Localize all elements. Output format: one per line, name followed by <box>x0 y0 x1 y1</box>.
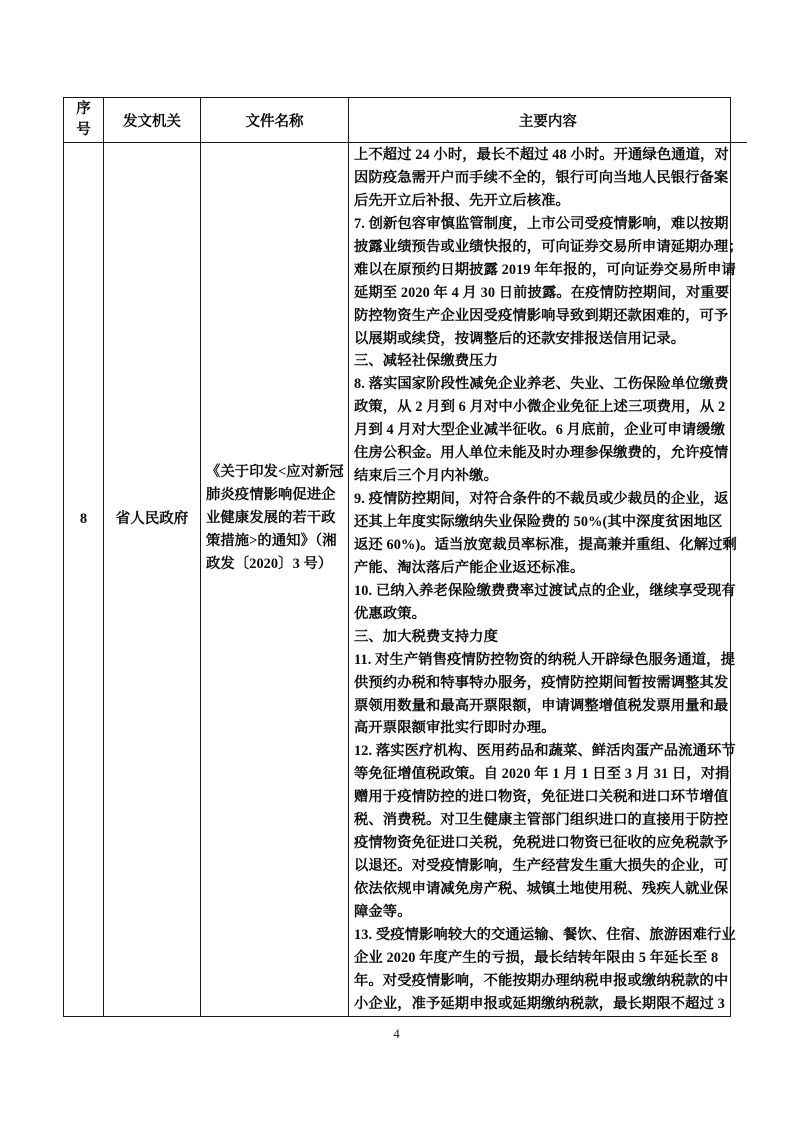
header-cell-title <box>201 98 349 143</box>
text-line: 《关于印发<应对新冠 <box>206 464 344 480</box>
text-line: 政策，从 2 月到 6 月对中小微企业免征上述三项费用，从 2 <box>354 399 726 416</box>
text-line: 税、消费税。对卫生健康主管部门组织进口的直接用于防控 <box>354 812 729 829</box>
row-seq-number: 8 <box>79 511 88 527</box>
header-label-agency: 发文机关 <box>123 113 181 130</box>
text-line: 后先开立后补报、先开立后核准。 <box>354 192 570 209</box>
text-line: 上不超过 24 小时，最长不超过 48 小时。开通绿色通道，对 <box>354 147 729 163</box>
text-line: 高开票限额审批实行即时办理。 <box>354 720 556 737</box>
text-line: 9. 疫情防控期间，对符合条件的不裁员或少裁员的企业，返 <box>354 491 729 508</box>
text-line: 三、减轻社保缴费压力 <box>354 353 498 370</box>
text-line: 以展期或续贷，按调整后的还款安排报送信用记录。 <box>354 330 686 347</box>
header-label-content: 主要内容 <box>518 113 577 130</box>
text-line: 结束后三个月内补缴。 <box>354 468 498 485</box>
page-number: 4 <box>393 1026 400 1041</box>
text-line: 13. 受疫情影响较大的交通运输、餐饮、住宿、旅游困难行业 <box>354 926 736 943</box>
text-line: 肺炎疫情影响促进企 <box>206 487 336 503</box>
text-line: 等免征增值税政策。自 2020 年 1 月 1 日至 3 月 31 日，对捐 <box>354 766 730 783</box>
text-line: 因防疫急需开户而手续不全的，银行可向当地人民银行备案 <box>354 169 729 186</box>
text-line: 难以在原预约日期披露 2019 年年报的，可向证券交易所申请 <box>354 261 736 278</box>
document-title <box>201 461 348 576</box>
text-line: 依法依规申请减免房产税、城镇土地使用税、残疾人就业保 <box>354 881 729 897</box>
header-cell-content <box>349 98 747 143</box>
text-line: 防控物资生产企业因受疫情影响导致到期还款困难的，可予 <box>354 307 729 324</box>
text-line: 票领用数量和最高开票限额，申请调整增值税发票用量和最 <box>354 697 729 714</box>
policy-table <box>63 97 743 1017</box>
header-label-seq: 序号 <box>76 101 91 138</box>
text-line: 10. 已纳入养老保险缴费费率过渡试点的企业，继续享受现有 <box>354 582 736 599</box>
main-content-text <box>349 143 747 1016</box>
text-line: 产能、淘汰落后产能企业返还标准。 <box>354 559 585 576</box>
text-line: 12. 落实医疗机构、医用药品和蔬菜、鲜活肉蛋产品流通环节 <box>354 743 736 760</box>
row-agency-name: 省人民政府 <box>115 511 189 527</box>
text-line: 7. 创新包容审慎监管制度，上市公司受疫情影响，难以按期 <box>354 215 729 232</box>
text-line: 优惠政策。 <box>354 605 426 622</box>
text-line: 三、加大税费支持力度 <box>354 628 498 645</box>
text-line: 业健康发展的若干政 <box>206 510 336 526</box>
text-line: 赠用于疫情防控的进口物资，免征进口关税和进口环节增值 <box>354 789 729 806</box>
text-line: 11. 对生产销售疫情防控物资的纳税人开辟绿色服务通道，提 <box>354 651 735 668</box>
text-line: 供预约办税和特事特办服务，疫情防控期间暂按需调整其发 <box>354 674 729 691</box>
row-cell-title <box>201 143 349 1016</box>
text-line: 以退还。对受疫情影响，生产经营发生重大损失的企业，可 <box>354 858 729 875</box>
header-label-title: 文件名称 <box>245 113 304 130</box>
text-line: 疫情物资免征进口关税，免税进口物资已征收的应免税款予 <box>354 835 729 852</box>
text-line: 企业 2020 年度产生的亏损，最长结转年限由 5 年延长至 8 <box>354 949 719 966</box>
text-line: 小企业，准予延期申报或延期缴纳税款，最长期限不超过 3 <box>354 995 725 1012</box>
row-cell-agency <box>104 143 201 1016</box>
text-line: 延期至 2020 年 4 月 30 日前披露。在疫情防控期间，对重要 <box>354 284 730 301</box>
text-line: 还其上年度实际缴纳失业保险费的 50%(其中深度贫困地区 <box>354 514 723 530</box>
text-line: 返还 60%)。适当放宽裁员率标准，提高兼并重组、化解过剩 <box>354 536 737 553</box>
text-line: 政发〔2020〕3 号） <box>206 556 333 572</box>
text-line: 年。对受疫情影响，不能按期办理纳税申报或缴纳税款的中 <box>354 972 729 989</box>
text-line: 月到 4 月对大型企业减半征收。6 月底前，企业可申请缓缴 <box>354 422 726 439</box>
text-line: 策措施>的通知》（湘 <box>206 533 337 549</box>
text-line: 障金等。 <box>354 903 412 920</box>
text-line: 住房公积金。用人单位未能及时办理参保缴费的，允许疫情 <box>354 445 729 462</box>
text-line: 披露业绩预告或业绩快报的，可向证券交易所申请延期办理； <box>354 238 743 255</box>
row-cell-content <box>349 143 747 1016</box>
text-line: 8. 落实国家阶段性减免企业养老、失业、工伤保险单位缴费 <box>354 376 729 393</box>
row-cell-seq <box>64 143 104 1016</box>
header-cell-seq <box>64 98 104 143</box>
header-cell-agency <box>104 98 201 143</box>
